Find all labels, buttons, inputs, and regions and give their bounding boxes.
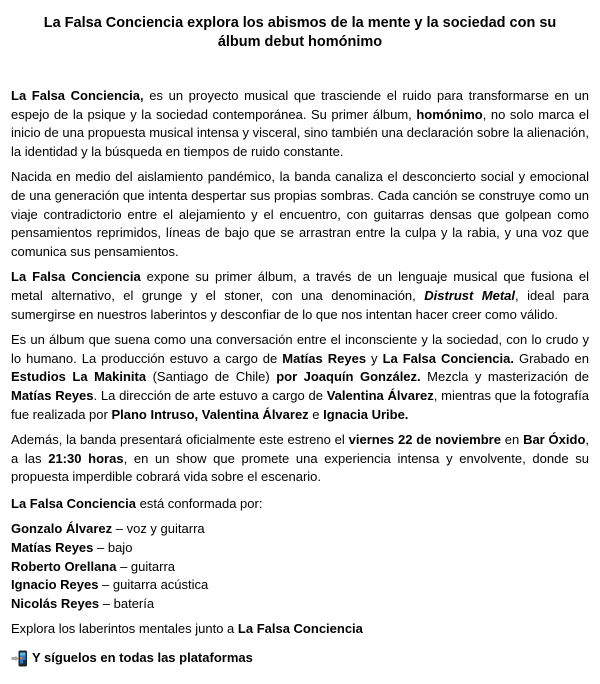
text-run: expone su primer álbum, a través de un lenguaje musical que fusiona el metal alternativo, el grunge y el stoner, con una denominación, xyxy=(11,269,589,303)
text-run: Plano Intruso, Valentina Álvarez xyxy=(111,406,309,422)
member-name: Ignacio Reyes xyxy=(11,577,99,593)
text-run: , a las xyxy=(11,432,590,466)
text-run: por Joaquín González. xyxy=(276,369,421,385)
text-run: está conformada por: xyxy=(136,495,263,511)
band-members-list xyxy=(11,520,589,613)
paragraph-show xyxy=(11,431,589,487)
text-run: (Santiago de Chile) xyxy=(146,369,277,385)
text-run: es un proyecto musical que trasciende el ruido para transformarse en un espejo de la psique y la sociedad contemporánea. Su primer álbum, xyxy=(11,88,589,122)
text-run: viernes 22 de noviembre xyxy=(348,432,501,448)
member-line xyxy=(11,558,589,577)
text-run: Además, la banda presentará oficialmente este estreno el xyxy=(11,432,349,448)
text-run: en xyxy=(500,432,524,448)
member-name: Roberto Orellana xyxy=(11,558,117,574)
text-run: Matías Reyes xyxy=(11,387,94,403)
member-name: Gonzalo Álvarez xyxy=(11,521,113,537)
paragraph-origin xyxy=(11,168,589,261)
paragraph-intro xyxy=(11,87,589,161)
text-run: Valentina Álvarez xyxy=(326,387,434,403)
text-run: Es un álbum que suena como una conversación entre el inconsciente y la sociedad, con lo crudo y lo humano. La producción estuvo a cargo de xyxy=(11,332,589,366)
outro-line xyxy=(11,620,589,639)
paragraph-genre xyxy=(11,268,589,324)
text-run: y xyxy=(366,350,383,366)
text-run: homónimo xyxy=(416,106,483,122)
text-run: Distrust Metal xyxy=(424,287,516,303)
member-line xyxy=(11,576,589,595)
text-run: Ignacia Uribe. xyxy=(323,406,409,422)
text-run: Estudios La Makinita xyxy=(11,369,147,385)
member-name: Matías Reyes xyxy=(11,540,94,556)
document-title: La Falsa Conciencia explora los abismos de la mente y la sociedad con su álbum debut homónimo xyxy=(43,15,557,50)
member-line xyxy=(11,595,589,614)
text-run: La Falsa Conciencia xyxy=(11,495,136,511)
text-run: e xyxy=(308,406,324,422)
text-run: , en un show que promete una experiencia intensa y envolvente, donde su propuesta imperdible cobrará vida sobre el escenario. xyxy=(11,450,589,485)
follow-label: Y síguelos en todas las plataformas xyxy=(32,650,253,666)
lineup-intro xyxy=(11,495,589,514)
text-run: 21:30 horas xyxy=(48,450,124,466)
mobile-phone-arrow-icon xyxy=(11,650,28,667)
text-run: Nacida en medio del aislamiento pandémico, la banda canaliza el desconcierto social y emocional de una generación que intenta despertar sus propias sombras. Cada canción se construye como un viaje contradictorio entre el alejamiento y el encuentro, con guitarras densas que golpean como pensamientos reprimidos, líneas de bajo que se arrastran entre la culpa y la rabia, y una voz que comunica sus pensamientos. xyxy=(11,169,589,259)
member-role: – voz y guitarra xyxy=(112,521,205,537)
text-run: Explora los laberintos mentales junto a xyxy=(11,621,238,637)
document-body xyxy=(11,87,589,487)
text-run: . La dirección de arte estuvo a cargo de xyxy=(93,387,327,403)
text-run: La Falsa Conciencia xyxy=(11,269,141,285)
text-run: Matías Reyes xyxy=(282,350,367,366)
text-run: Mezcla y masterización de xyxy=(420,369,590,385)
member-role: – bajo xyxy=(93,540,133,556)
member-line xyxy=(11,539,589,558)
text-run: La Falsa Conciencia xyxy=(237,621,363,637)
paragraph-credits xyxy=(11,331,589,424)
text-run: , no solo marca el inicio de una propuesta musical intensa y visceral, sino también una declaración sobre la alienación, la identidad y la búsqueda en tiempos de ruido constante. xyxy=(11,106,589,159)
member-role: – guitarra xyxy=(116,558,176,574)
text-run: La Falsa Conciencia, xyxy=(11,88,144,103)
text-run: , ideal para sumergirse en nuestros laberintos y desconfiar de lo que nos intentan hacer creer como válido. xyxy=(11,287,589,322)
member-role: – guitarra acústica xyxy=(98,577,209,593)
member-line xyxy=(11,520,589,539)
text-run: Grabado en xyxy=(513,350,590,366)
member-name: Nicolás Reyes xyxy=(11,595,100,611)
follow-line xyxy=(11,649,589,668)
member-role: – batería xyxy=(99,595,155,611)
text-run: Bar Óxido xyxy=(523,432,586,448)
text-run: , mientras que la fotografía fue realizada por xyxy=(11,387,589,422)
text-run: La Falsa Conciencia. xyxy=(382,350,514,366)
